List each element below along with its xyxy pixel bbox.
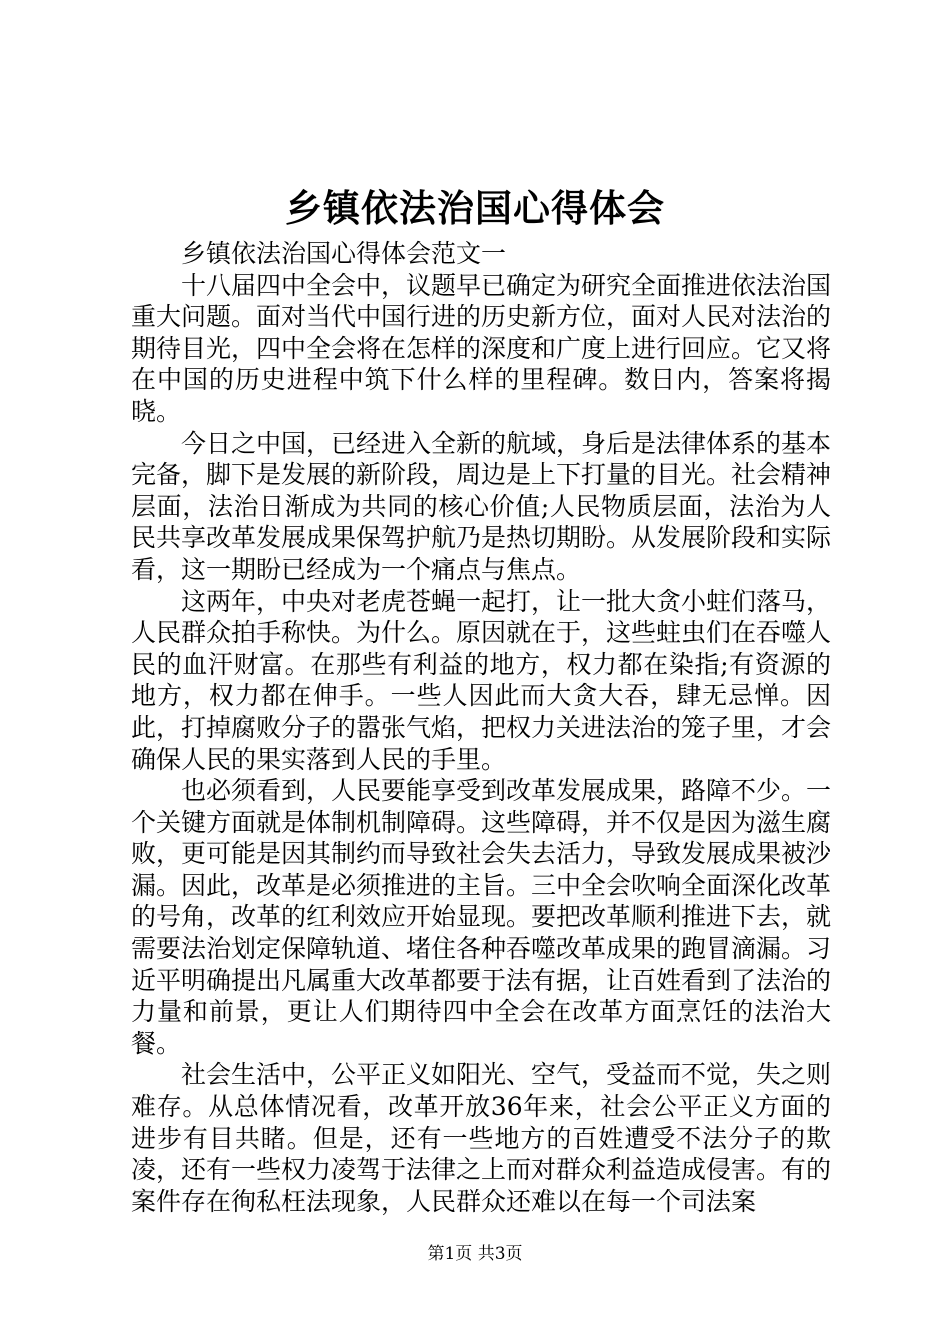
page-footer: 第1页 共3页 (427, 1244, 523, 1264)
paragraph: 也必须看到，人民要能享受到改革发展成果，路障不少。一个关键方面就是体制机制障碍。这些障碍，并不仅是因为滋生腐败，更可能是因其制约而导致社会失去活力，导致发展成果被沙漏。因此，改革是必须推进的主旨。三中全会吹响全面深化改革的号角，改革的红利效应开始显现。要把改革顺利推进下去，就需要法治划定保障轨道、堵住各种吞噬改革成果的跑冒滴漏。习近平明确提出凡属重大改革都要于法有据，让百姓看到了法治的力量和前景，更让人们期待四中全会在改革方面烹饪的法治大餐。 (131, 776, 832, 1058)
document-body (131, 238, 831, 1217)
paragraph: 这两年，中央对老虎苍蝇一起打，让一批大贪小蛀们落马，人民群众拍手称快。为什么。原因就在于，这些蛀虫们在吞噬人民的血汗财富。在那些有利益的地方，权力都在染指;有资源的地方，权力都在伸手。一些人因此而大贪大吞，肆无忌惮。因此，打掉腐败分子的嚣张气焰，把权力关进法治的笼子里，才会确保人民的果实落到人民的手里。 (131, 586, 832, 774)
document-title: 乡镇依法治国心得体会 (285, 186, 665, 230)
paragraph: 今日之中国，已经进入全新的航域，身后是法律体系的基本完备，脚下是发展的新阶段，周边是上下打量的目光。社会精神层面，法治日渐成为共同的核心价值;人民物质层面，法治为人民共享改革发展成果保驾护航乃是热切期盼。从发展阶段和实际看，这一期盼已经成为一个痛点与焦点。 (131, 428, 832, 584)
paragraph: 十八届四中全会中，议题早已确定为研究全面推进依法治国重大问题。面对当代中国行进的历史新方位，面对人民对法治的期待目光，四中全会将在怎样的深度和广度上进行回应。它又将在中国的历史进程中筑下什么样的里程碑。数日内，答案将揭晓。 (131, 270, 832, 426)
paragraph-subtitle: 乡镇依法治国心得体会范文一 (181, 239, 507, 268)
paragraph: 社会生活中，公平正义如阳光、空气，受益而不觉，失之则难存。从总体情况看，改革开放36年来，社会公平正义方面的进步有目共睹。但是，还有一些地方的百姓遭受不法分子的欺凌，还有一些权力凌驾于法律之上而对群众利益造成侵害。有的案件存在徇私枉法现象，人民群众还难以在每一个司法案 (131, 1060, 832, 1216)
